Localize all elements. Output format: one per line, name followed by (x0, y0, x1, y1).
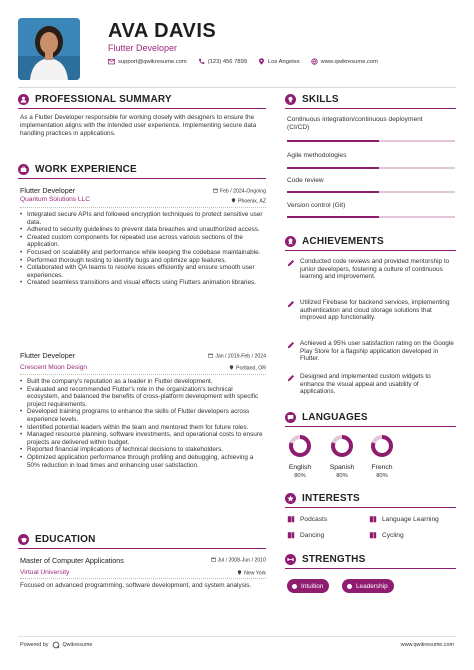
language-name: English (288, 464, 312, 471)
pencil-icon (287, 374, 295, 382)
language-gauge (370, 434, 394, 458)
experience-rule (18, 178, 266, 179)
education-separator (20, 578, 266, 579)
contact-website-text: www.qwikresume.com (320, 58, 378, 65)
skill-label: Continuous integration/continuous deployment (CI/CD) (287, 116, 423, 131)
language-gauge (288, 434, 312, 458)
graduation-cap-icon (18, 534, 29, 545)
achievement-text: Conducted code reviews and provided mentorship to junior developers, fostering a culture of continuous learning and improvement. (300, 258, 450, 281)
profile-photo (18, 18, 80, 80)
powered-by-label: Powered by (20, 642, 49, 648)
brand-name[interactable]: Qwikresume (62, 642, 93, 648)
job-location-text: Portland, OR (236, 365, 266, 372)
education-location (237, 570, 266, 577)
list-item: • Optimized application performance through profiling and debugging, achieving a 50% reduction in load times and enhancing user satisfaction. (20, 454, 265, 469)
job-dates (213, 188, 266, 195)
contact-email[interactable] (108, 58, 187, 65)
interests-heading (285, 493, 360, 504)
briefcase-icon (18, 164, 29, 175)
list-item: • Built the company's reputation as a leader in Flutter development. (20, 378, 265, 386)
language-level: 80% (376, 473, 388, 479)
education-heading (18, 534, 96, 545)
achievement-item (287, 299, 455, 322)
star-icon (285, 493, 296, 504)
calendar-icon (211, 557, 216, 562)
achievement-text: Utilized Firebase for backend services, implementing authentication and cloud storage solutions that improved app functionality. (300, 299, 450, 322)
pencil-icon (287, 300, 295, 308)
dumbbell-icon (285, 554, 296, 565)
skill-bar-fill (287, 191, 379, 193)
phone-icon (198, 58, 205, 65)
pin-icon (237, 570, 242, 575)
skill-label: Version control (Git) (287, 202, 346, 209)
list-item: • Evaluated and recommended Flutter's role in the organization's technical ecosystem, and balanced the benefits of cross-platform development with specific project requirements. (20, 386, 265, 409)
strengths-title: STRENGTHS (302, 554, 366, 565)
job-dates (208, 353, 266, 360)
list-item: • Integrated secure APIs and followed encryption techniques to protect sensitive user data. (20, 211, 263, 226)
education-dates (211, 557, 266, 564)
interest-label: Cycling (382, 531, 404, 539)
strength-label: Intuition (301, 582, 324, 590)
skill-bar (287, 191, 455, 193)
skill-bar (287, 140, 455, 142)
list-item: • Developed training programs to enhance the skills of Flutter developers across experience levels. (20, 408, 265, 423)
interest-label: Podcasts (300, 515, 328, 523)
list-item: • Collaborated with QA teams to resolve issues efficiently and ensure smooth user experiences. (20, 264, 263, 279)
job-company: Quantum Solutions LLC (20, 196, 91, 203)
strengths-rule (285, 568, 456, 569)
language-name: French (371, 464, 393, 471)
language-item (366, 434, 398, 479)
skills-title: SKILLS (302, 94, 339, 105)
skill-label: Agile methodologies (287, 152, 347, 159)
achievements-rule (285, 250, 456, 251)
skill-bar (287, 167, 455, 169)
education-text: Focused on advanced programming, software development, and system analysis. (20, 582, 252, 589)
job-dates-text: Feb / 2024-Ongoing (219, 188, 266, 195)
speech-bubble-icon (285, 412, 296, 423)
footer-powered-by (20, 641, 92, 649)
achievements-title: ACHIEVEMENTS (302, 236, 384, 247)
strength-badge (287, 579, 329, 593)
job-company: Crescent Moon Design (20, 364, 88, 371)
book-icon (287, 515, 295, 523)
link-icon (311, 58, 318, 65)
pin-icon (229, 365, 234, 370)
book-icon (369, 515, 377, 523)
interest-item (287, 515, 327, 523)
list-item: • Adhered to security guidelines to prevent data breaches and unauthorized access. (20, 226, 263, 234)
skill-label: Code review (287, 177, 324, 184)
contact-location (258, 58, 300, 65)
award-icon (285, 236, 296, 247)
achievement-item (287, 373, 455, 396)
job-bullets (20, 378, 265, 469)
interest-item (287, 531, 324, 539)
achievement-text: Designed and implemented custom widgets to enhance the visual appeal and usability of applications. (300, 373, 431, 396)
skill-bar (287, 216, 455, 218)
calendar-icon (213, 188, 218, 193)
job-separator (20, 207, 266, 208)
summary-title: PROFESSIONAL SUMMARY (35, 94, 172, 105)
education-rule (18, 548, 266, 549)
skill-bar-fill (287, 216, 379, 218)
job-separator (20, 374, 266, 375)
interest-label: Dancing (300, 531, 325, 539)
list-item: • Managed resource planning, software investments, and operational costs to ensure projects are delivered within budget. (20, 431, 265, 446)
contact-phone[interactable] (198, 58, 247, 65)
candidate-role: Flutter Developer (108, 43, 178, 53)
summary-text: As a Flutter Developer responsible for working closely with designers to ensure the implementation aligns with the intended user experience. Implementing secure data handling practices in applications. (20, 114, 257, 137)
interests-title: INTERESTS (302, 493, 360, 504)
user-icon (18, 94, 29, 105)
interest-item (369, 531, 404, 539)
contact-row (108, 58, 389, 65)
list-item: • Created custom components for repeated use across various sections of the application. (20, 234, 263, 249)
languages-rule (285, 426, 456, 427)
skills-rule (285, 108, 456, 109)
list-item: • Performed thorough testing to identify bugs and optimize app features. (20, 257, 263, 265)
job-bullets (20, 211, 263, 287)
location-pin-icon (258, 58, 265, 65)
education-location-text: New York (244, 570, 266, 577)
footer-url[interactable]: www.qwikresume.com (400, 642, 454, 648)
lightbulb-icon (285, 94, 296, 105)
contact-location-text: Los Angeles (268, 58, 300, 65)
contact-phone-text: (123) 456 7899 (207, 58, 248, 65)
list-item: • Identified potential leaders within the team and mentored them for future roles. (20, 424, 265, 432)
list-item: • Reported financial implications of technical decisions to stakeholders. (20, 446, 265, 454)
interests-rule (285, 507, 456, 508)
language-level: 80% (294, 473, 306, 479)
job-title: Flutter Developer (20, 186, 76, 195)
pencil-icon (287, 259, 295, 267)
email-icon (108, 58, 115, 65)
achievements-heading (285, 236, 384, 247)
achievement-item (287, 258, 455, 281)
qwikresume-logo-icon (52, 641, 60, 649)
interest-item (369, 515, 439, 523)
education-degree: Master of Computer Applications (20, 556, 124, 565)
language-item (284, 434, 316, 479)
job-location-text: Phoenix, AZ (238, 198, 266, 205)
experience-title: WORK EXPERIENCE (35, 164, 137, 175)
job-dates-text: Jan / 2019-Feb / 2024 (215, 353, 266, 360)
job-location (229, 365, 266, 372)
calendar-icon (208, 353, 213, 358)
skill-bar-fill (287, 167, 379, 169)
achievement-item (287, 340, 455, 363)
book-icon (369, 531, 377, 539)
candidate-name: AVA DAVIS (108, 20, 217, 42)
language-gauge (330, 434, 354, 458)
strengths-heading (285, 554, 365, 565)
resume-header (0, 0, 474, 88)
education-dates-text: Jul / 2008-Jun / 2010 (217, 557, 266, 564)
education-title: EDUCATION (35, 534, 96, 545)
language-item (326, 434, 358, 479)
skills-heading (285, 94, 339, 105)
footer-divider (18, 636, 456, 637)
pin-icon (231, 198, 236, 203)
pencil-icon (287, 341, 295, 349)
header-divider (18, 87, 456, 88)
job-location (231, 198, 266, 205)
experience-heading (18, 164, 137, 175)
strength-label: Leadership (356, 582, 388, 590)
languages-title: LANGUAGES (302, 412, 368, 423)
languages-heading (285, 412, 368, 423)
book-icon (287, 531, 295, 539)
list-item: • Focused on scalability and performance while keeping the codebase maintainable. (20, 249, 263, 257)
bullet-dot-icon (292, 584, 297, 589)
interest-label: Language Learning (382, 515, 439, 523)
skill-bar-fill (287, 140, 379, 142)
contact-email-text: support@qwikresume.com (118, 58, 187, 65)
bullet-dot-icon (347, 584, 352, 589)
summary-rule (18, 108, 266, 109)
contact-website[interactable] (311, 58, 378, 65)
summary-heading (18, 94, 172, 105)
achievement-text: Achieved a 95% user satisfaction rating on the Google Play Store for a flagship application developed in Flutter. (300, 340, 454, 363)
language-name: Spanish (329, 464, 355, 471)
job-title: Flutter Developer (20, 351, 76, 360)
language-level: 80% (336, 473, 348, 479)
strength-badge (342, 579, 394, 593)
list-item: • Created seamless transitions and visual effects using Flutters animation libraries. (20, 279, 263, 287)
education-school: Virtual University (20, 569, 70, 576)
